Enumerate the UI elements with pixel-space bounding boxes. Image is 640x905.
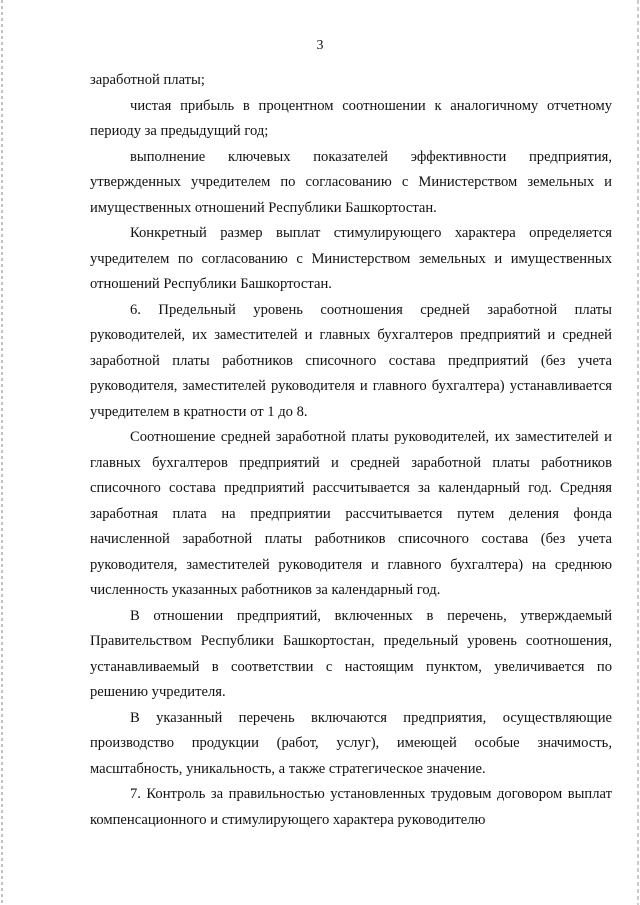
scan-edge-left: [1, 0, 3, 905]
paragraph-3: выполнение ключевых показателей эффективности предприятия, утвержденных учредителем по согласованию с Министерством земельных и имущественных отношений Республики Башкортостан.: [90, 148, 612, 216]
paragraph-6: Соотношение средней заработной платы руководителей, их заместителей и главных бухгалтеров предприятий и средней заработной платы работников списочного состава предприятий рассчитывается за календарный год. Средняя заработная плата на предприятии рассчитывается путем деления фонда начисленной заработной платы работников списочного состава (без учета руководителя, заместителей руководителя и главного бухгалтера) на среднюю численность указанных работников за календарный год.: [90, 429, 612, 598]
paragraph-5: 6. Предельный уровень соотношения средней заработной платы руководителей, их заместителей и главных бухгалтеров предприятий и средней заработной платы работников списочного состава предприятий (без учета руководителя, заместителей руководителя и главного бухгалтера) устанавливается учредителем в кратности от 1 до 8.: [90, 301, 612, 420]
paragraph-8: В указанный перечень включаются предприятия, осуществляющие производство продукции (работ, услуг), имеющей особые значимость, масштабность, уникальность, а также стратегическое значение.: [90, 709, 612, 777]
document-body: [90, 68, 612, 833]
paragraph-4: Конкретный размер выплат стимулирующего характера определяется учредителем по согласованию с Министерством земельных и имущественных отношений Республики Башкортостан.: [90, 225, 612, 292]
paragraph-7: В отношении предприятий, включенных в перечень, утверждаемый Правительством Республики Башкортостан, предельный уровень соотношения, устанавливаемый в соответствии с настоящим пунктом, увеличивается по решению учредителя.: [90, 607, 612, 700]
page-number: 3: [316, 38, 324, 53]
paragraph-2: чистая прибыль в процентном соотношении к аналогичному отчетному периоду за предыдущий год;: [90, 97, 612, 139]
paragraph-1: заработной платы;: [90, 72, 205, 88]
scan-edge-right: [637, 0, 639, 905]
paragraph-9: 7. Контроль за правильностью установленных трудовым договором выплат компенсационного и стимулирующего характера руководителю: [90, 786, 612, 828]
